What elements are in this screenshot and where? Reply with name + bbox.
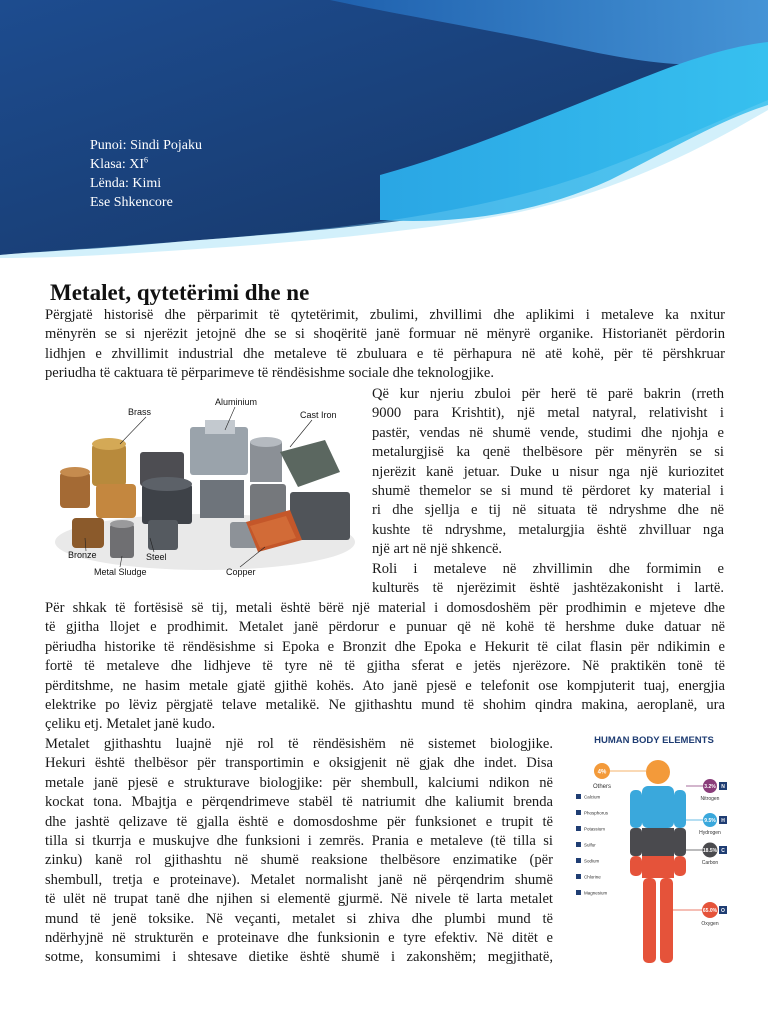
legend-calcium: Calcium — [584, 794, 601, 800]
others-label: Others — [592, 784, 612, 790]
aluminium-label: Aluminium — [215, 397, 258, 407]
text-line: tilla si tkurrja e muskujve dhe funksioni i zemrës. Prania e metaleve (të tilla si — [45, 833, 553, 850]
brass-label: Brass — [128, 407, 152, 417]
text-line: çeliku etj. Metalet janë kudo. — [45, 716, 216, 733]
author-info-block — [90, 136, 202, 212]
nitrogen-name: Nitrogen — [700, 796, 720, 802]
subject-line: Lënda: Kimi — [90, 176, 162, 191]
text-line: lidhjen e zhvillimit industrial dhe metaleve të zbuluara e të përhapura në atë kohë, për të përshkruar — [45, 345, 725, 362]
text-line: elektrike po lëviz përgjatë telave metalikë. Ne gjithashtu mund të shohim qindra makina, aeroplanë, ura — [45, 697, 725, 714]
legend-sodium: Sodium — [584, 858, 600, 864]
text-line: kockat tona. Mbajtja e përqendrimeve stabël të natriumit dhe kaliumit brenda — [45, 794, 553, 811]
legend-magnesium: Magnesium — [584, 890, 608, 896]
text-line: 9000 para Krishtit), një metal natyral, relativisht i — [372, 405, 724, 422]
text-line: shumë themelor se si mund të përdoret ky material i — [372, 483, 724, 500]
text-line: Për shkak të fortësisë së tij, metali është bërë një material i domosdoshëm për prodhimin e mjeteve dhe — [45, 600, 725, 616]
text-line: Hekuri është thelbësor për transportimin e oksigjenit në gjak dhe indet. Disa — [45, 755, 553, 772]
paragraph-3-start — [372, 560, 724, 599]
text-line: Roli i metaleve në zhvillimin dhe formimin e — [372, 561, 724, 577]
hydrogen-percentage: 9.5% — [704, 818, 716, 824]
carbon-symbol: C — [721, 848, 725, 854]
text-line: të gjitha llojet e prodhimit. Metalet janë përdorur e punuar që në kohë të hershme duke datuar në — [45, 619, 725, 636]
hydrogen-name: Hydrogen — [699, 830, 721, 836]
text-line: mënyrën se si njerëzit jetojnë dhe se si shoqëritë janë formuar në mënyrë organike. Historianët përdorin — [45, 326, 725, 343]
infographic-title: HUMAN BODY ELEMENTS — [594, 735, 714, 746]
legend-chlorine: Chlorine — [584, 874, 601, 880]
carbon-name: Carbon — [701, 860, 719, 866]
text-line: të ulët në trupat tanë dhe njihen si elementë gjurmë. Në nivele të larta metalet — [45, 891, 553, 908]
bronze-label: Bronze — [68, 550, 97, 560]
text-line: përiudha historike të rëndësishme si Epoka e Bronzit dhe Epoka e Hekurit të cilat flasin për ndikimin e — [45, 638, 725, 655]
text-line: fortë të metaleve dhe lidhjeve të tyre në të gjitha sferat e jetës njerëzore. Në praktikën tonë të — [45, 658, 725, 675]
text-line: një art në një shkencë. — [372, 541, 503, 558]
text-line: Që kur njeriu zbuloi për herë të parë bakrin (rreth — [372, 386, 724, 402]
human-body-elements-figure — [574, 730, 734, 970]
others-percentage: 4% — [597, 769, 607, 776]
text-line: metalurgjisë ka qenë thelbësore për mënyrën se si — [372, 444, 724, 461]
text-line: periudha të caktuara të përparimeve të rëndësishme sociale dhe teknologjike. — [45, 365, 494, 382]
text-line: njerëzit kanë jetuar. Duke u nisur nga një kuriozitet — [372, 463, 724, 480]
text-line: Përgjatë historisë dhe përparimit të qytetërimit, zbulimi, zhvillimi dhe aplikimi i metaleve ka nxitur — [45, 307, 725, 323]
text-line: ri dhe sjellja e tij në situata të ndryshme dhe në — [372, 502, 724, 519]
text-line: përditshme, ne hasim metale gjatë gjithë kohës. Ato janë pjesë e telefonit ose kompjuterit tuaj, energjia — [45, 677, 725, 694]
cast-iron-label: Cast Iron — [300, 410, 337, 420]
text-line: ndërhyjnë në strukturën e proteinave dhe funksionin e tyre efektiv. Në ditët e — [45, 930, 553, 947]
nitrogen-symbol: N — [721, 784, 725, 790]
text-line: Metalet gjithashtu luajnë një rol të rëndësishëm në sistemet biologjike. — [45, 736, 553, 752]
carbon-percentage: 18.5% — [702, 848, 718, 854]
nitrogen-percentage: 3.2% — [704, 784, 716, 790]
legend-potassium: Potassium — [584, 826, 606, 832]
legend-sulfur: Sulfur — [584, 842, 596, 848]
paragraph-3 — [45, 599, 725, 735]
text-line: sotme, konsumimi i shtesave dietike është shumë i zakonshëm; megjithatë, — [45, 949, 553, 966]
header-banner — [0, 0, 768, 270]
oxygen-symbol: O — [721, 908, 725, 914]
paragraph-4 — [45, 735, 553, 968]
text-line: kushte të ndryshme, metalurgjia është zhvilluar nga — [372, 521, 724, 538]
text-line: shembull, tretja e proteinave). Metalet normalisht janë në përqendrim shumë — [45, 871, 553, 888]
class-text: Klasa: XI — [90, 157, 145, 172]
text-line: kulturës të njerëzimit është jashtëzakonisht i lartë. — [372, 580, 724, 597]
class-line — [90, 155, 202, 174]
text-line: pastër, vendas në shumë vende, studimi dhe njohja e — [372, 424, 724, 441]
copper-label: Copper — [226, 567, 256, 577]
page-title: Metalet, qytetërimi dhe ne — [50, 280, 310, 305]
paragraph-2 — [372, 385, 724, 560]
text-line: mund të jenë toksike. Në veçanti, metalet si zhiva dhe plumbi mund të — [45, 910, 553, 927]
oxygen-percentage: 65.0% — [702, 908, 718, 914]
text-line: zinku) kanë rol gjithashtu në shumë reaksione thelbësore enzimatike (për — [45, 852, 553, 869]
metals-figure — [50, 392, 360, 584]
metal-sludge-label: Metal Sludge — [94, 567, 147, 577]
text-line: metale janë pjesë e strukturave biologjike: për shembull, kalciumi ndikon në — [45, 774, 553, 791]
paragraph-1 — [45, 306, 725, 384]
essay-type-line: Ese Shkencore — [90, 195, 173, 210]
legend-phosphorus: Phosphorus — [584, 810, 609, 816]
author-line: Punoi: Sindi Pojaku — [90, 138, 203, 153]
oxygen-name: Oxygen — [701, 921, 719, 927]
text-line: dhe jashtë qelizave të gjalla është e domosdoshme për funksionet e trupit të — [45, 813, 553, 830]
class-superscript: 6 — [144, 155, 149, 165]
steel-label: Steel — [146, 552, 167, 562]
hydrogen-symbol: H — [721, 818, 725, 824]
